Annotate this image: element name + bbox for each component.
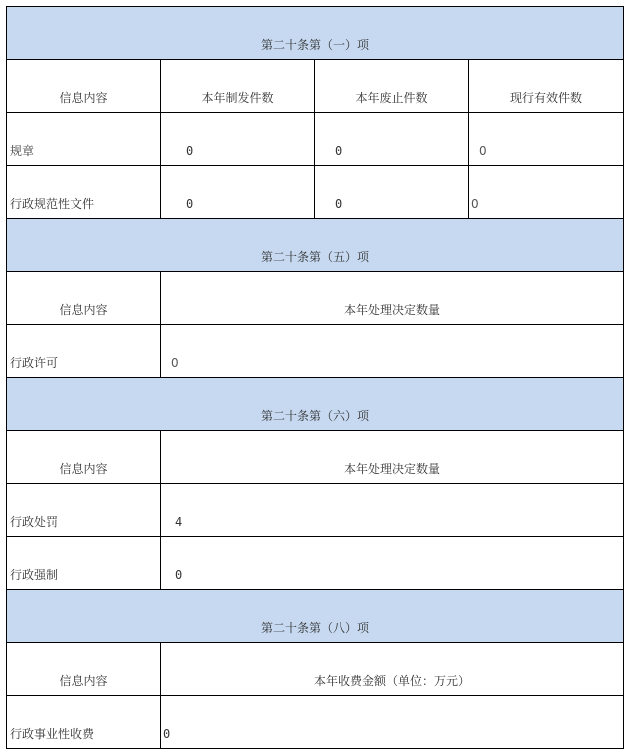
cell-value: 0 xyxy=(161,537,624,590)
row-label: 行政强制 xyxy=(7,537,161,590)
column-header-row xyxy=(7,60,624,113)
row-label: 行政事业性收费 xyxy=(7,696,161,749)
cell-value: 4 xyxy=(161,484,624,537)
table-row xyxy=(7,537,624,590)
column-header: 本年收费金额（单位：万元） xyxy=(161,643,624,696)
row-label: 行政许可 xyxy=(7,325,161,378)
cell-value: 0 xyxy=(315,166,469,219)
table-row xyxy=(7,113,624,166)
section-header-row xyxy=(7,378,624,431)
row-label: 行政处罚 xyxy=(7,484,161,537)
table-row xyxy=(7,696,624,749)
cell-value: 0 xyxy=(469,166,624,219)
column-header: 本年处理决定数量 xyxy=(161,431,624,484)
table-row xyxy=(7,325,624,378)
column-header-row xyxy=(7,431,624,484)
column-header: 本年处理决定数量 xyxy=(161,272,624,325)
cell-value: 0 xyxy=(469,113,624,166)
column-header: 信息内容 xyxy=(7,431,161,484)
section-title: 第二十条第（五）项 xyxy=(7,219,624,272)
row-label: 行政规范性文件 xyxy=(7,166,161,219)
column-header-row xyxy=(7,272,624,325)
column-header: 信息内容 xyxy=(7,643,161,696)
column-header: 信息内容 xyxy=(7,272,161,325)
cell-value: 0 xyxy=(161,166,315,219)
column-header: 信息内容 xyxy=(7,60,161,113)
section-header-row xyxy=(7,590,624,643)
cell-value: 0 xyxy=(161,325,624,378)
cell-value: 0 xyxy=(161,113,315,166)
column-header-row xyxy=(7,643,624,696)
column-header: 现行有效件数 xyxy=(469,60,624,113)
section-header-row xyxy=(7,7,624,60)
section-title: 第二十条第（八）项 xyxy=(7,590,624,643)
row-label: 规章 xyxy=(7,113,161,166)
cell-value: 0 xyxy=(161,696,624,749)
table-row xyxy=(7,166,624,219)
section-title: 第二十条第（六）项 xyxy=(7,378,624,431)
section-header-row xyxy=(7,219,624,272)
table-row xyxy=(7,484,624,537)
section-title: 第二十条第（一）项 xyxy=(7,7,624,60)
disclosure-table xyxy=(6,6,624,749)
column-header: 本年制发件数 xyxy=(161,60,315,113)
column-header: 本年废止件数 xyxy=(315,60,469,113)
cell-value: 0 xyxy=(315,113,469,166)
